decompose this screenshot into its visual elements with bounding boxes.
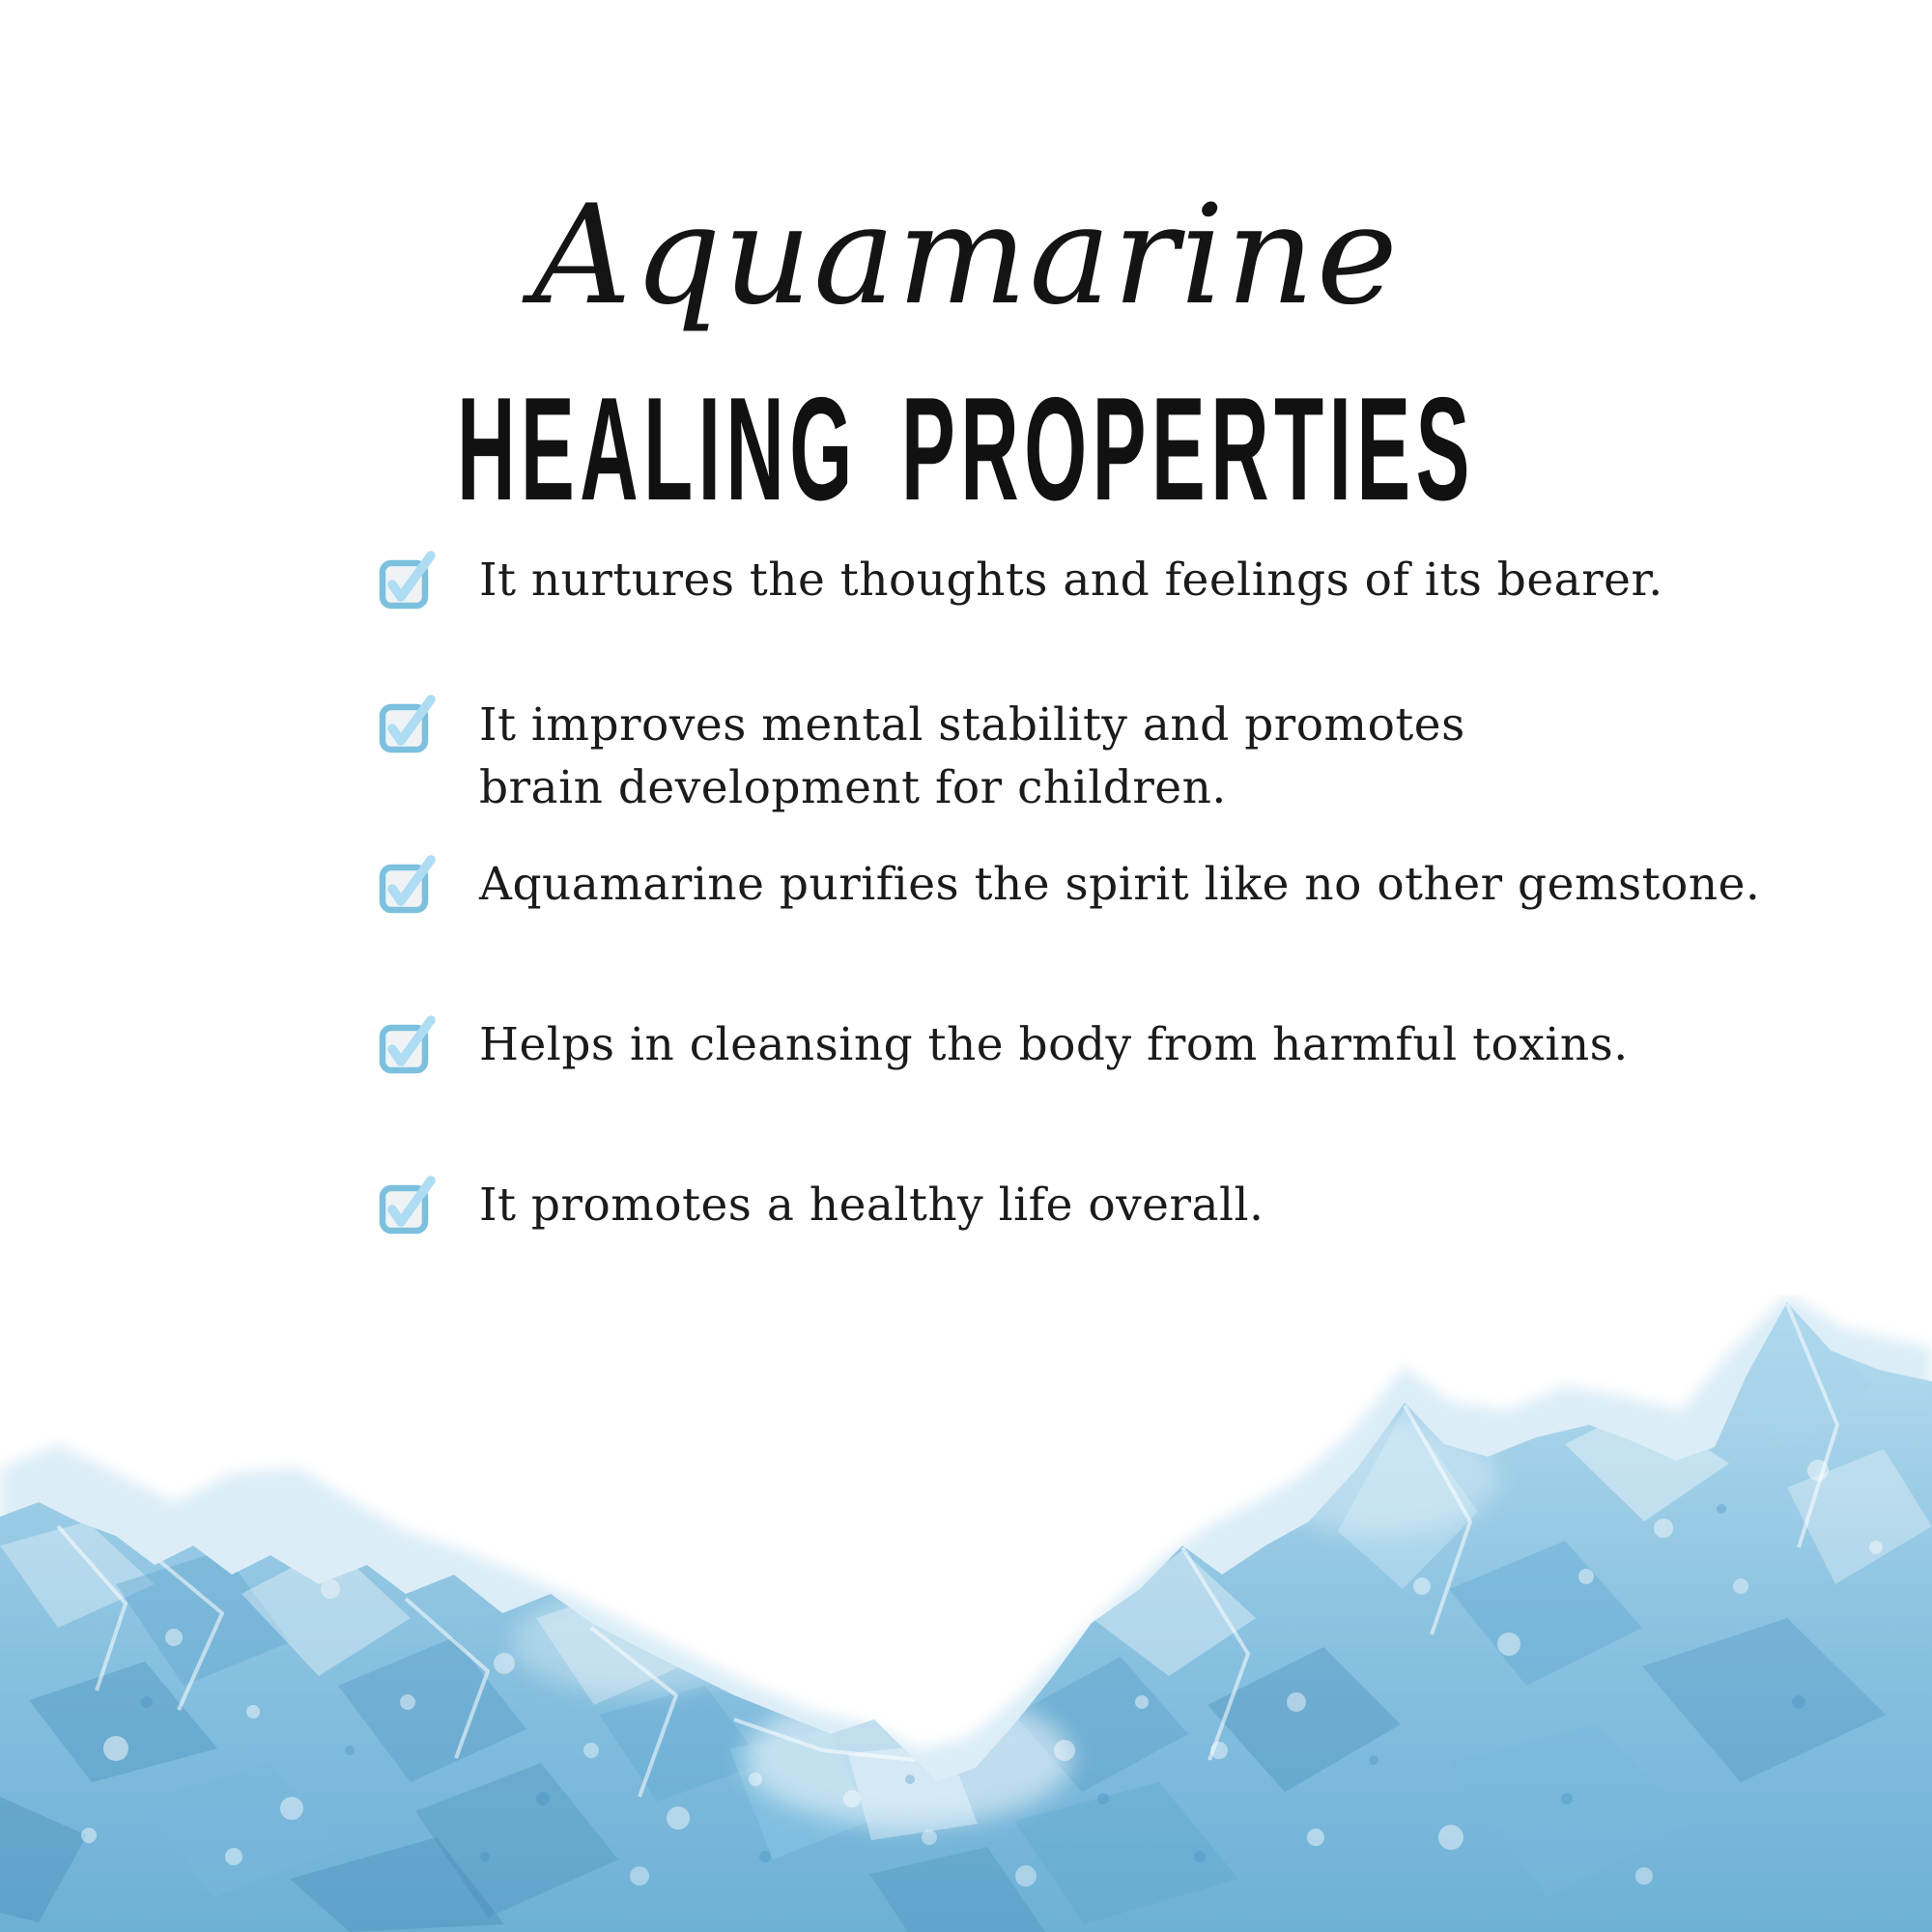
list-item-text: It promotes a healthy life overall. [479,1179,1264,1232]
list-item [379,553,1663,609]
ice-photo [0,1294,1932,1932]
list-item-text: It improves mental stability and promotes brain development for children. [479,698,1465,814]
checkbox-checked-icon [379,553,435,609]
page-title: Aquamarine [532,176,1400,336]
checkbox-checked-icon [379,1017,435,1073]
page-subtitle-text: HEALING PROPERTIES [457,367,1475,532]
list-item [379,857,1760,913]
list-item [379,696,1465,819]
list-item-text: Aquamarine purifies the spirit like no other gemstone. [479,858,1761,911]
checkbox-checked-icon [379,1178,435,1234]
checkbox-checked-icon [379,857,435,913]
checkbox-checked-icon [379,696,435,753]
list-item [379,1017,1629,1073]
list-item-text: It nurtures the thoughts and feelings of its bearer. [479,554,1663,607]
list-item [379,1178,1264,1234]
list-item-text: Helps in cleansing the body from harmful toxins. [479,1018,1629,1071]
